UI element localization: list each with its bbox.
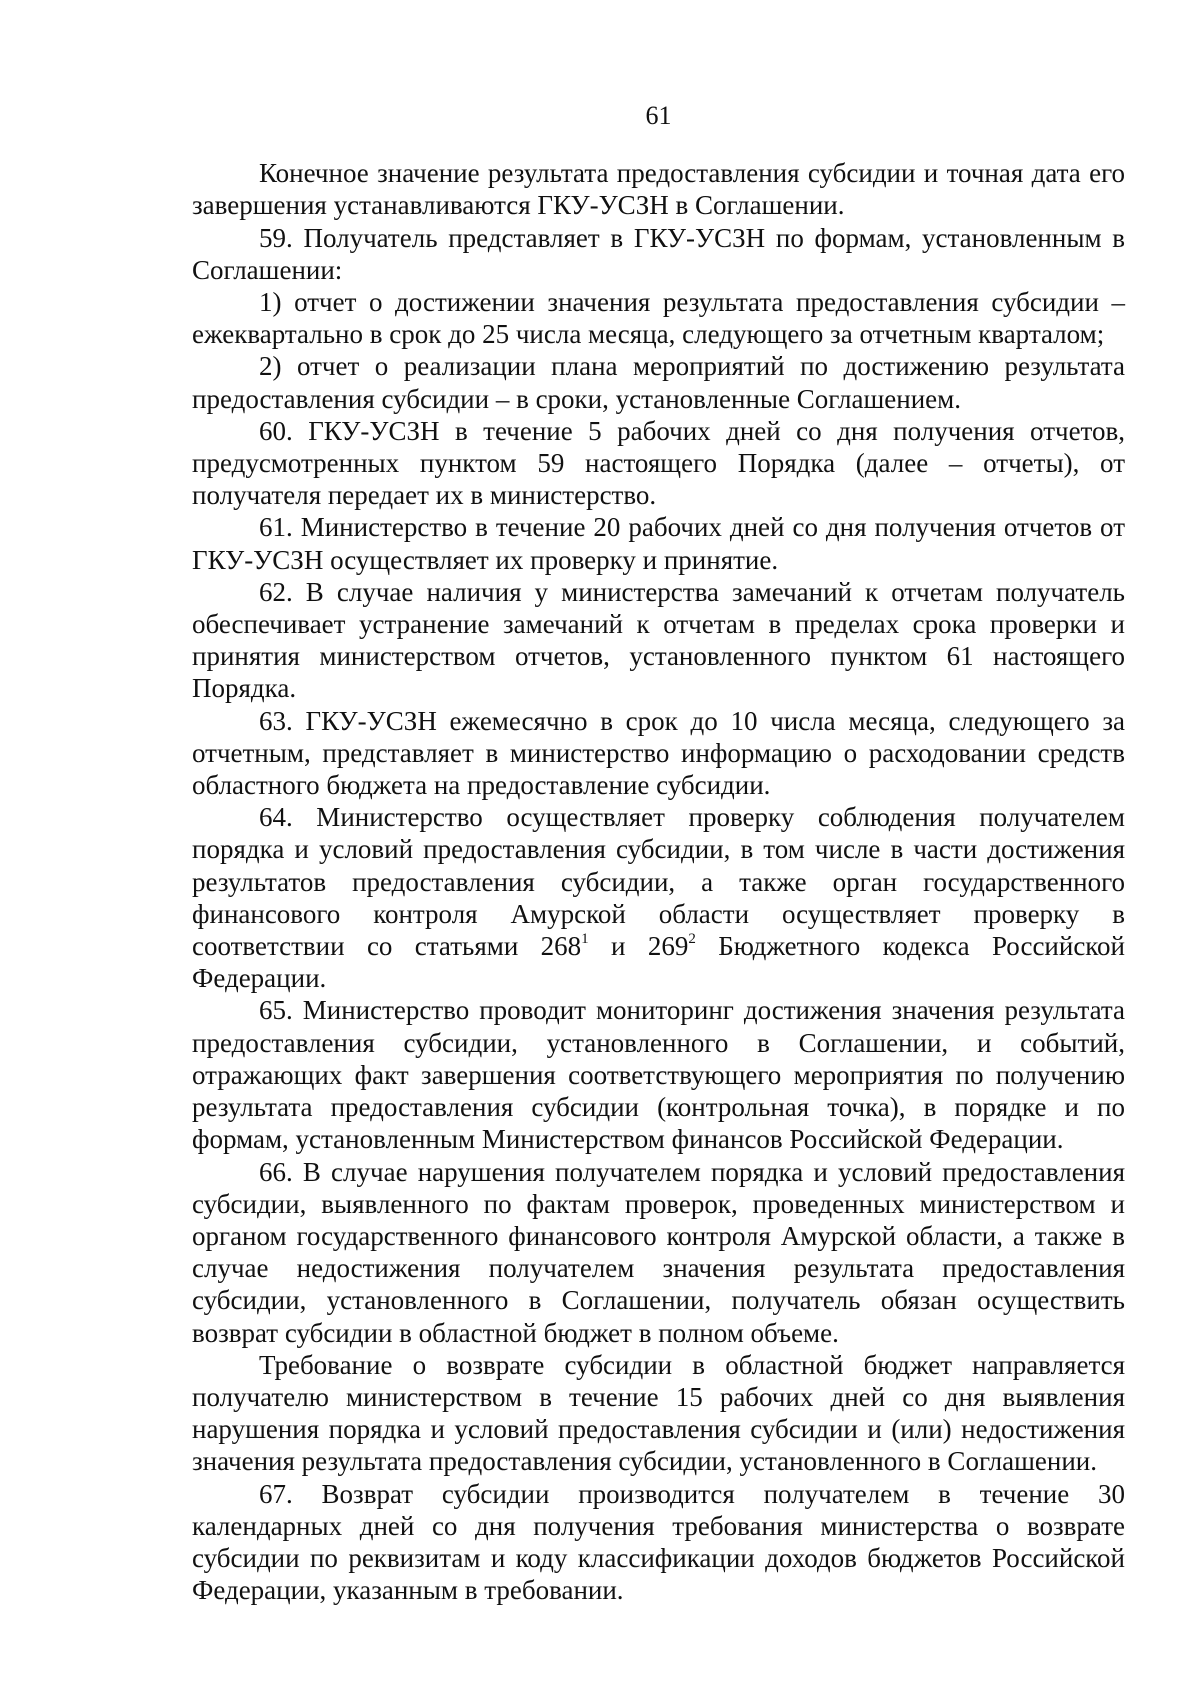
- paragraph-64-text-c: Бюджетного кодекса Российской Федерации.: [192, 931, 1126, 994]
- paragraph-65: 65. Министерство проводит мониторинг достижения значения результата предоставления субсидии, установленного в Соглашении, и событий, отражающих факт завершения соответствующего мероприятия по получению результата предоставления субсидии (контрольная точка), в порядке и по формам, установленным Министерством финансов Российской Федерации.: [192, 995, 1125, 1155]
- paragraph-61: 61. Министерство в течение 20 рабочих дней со дня получения отчетов от ГКУ-УСЗН осуществляет их проверку и принятие.: [192, 512, 1125, 575]
- paragraph-result-value: Конечное значение результата предоставления субсидии и точная дата его завершения устанавливаются ГКУ-УСЗН в Соглашении.: [192, 158, 1125, 221]
- document-page: [192, 100, 1125, 1606]
- paragraph-59-item-2: 2) отчет о реализации плана мероприятий по достижению результата предоставления субсидии – в сроки, установленные Соглашением.: [192, 351, 1125, 414]
- superscript-article-268: 1: [581, 931, 589, 948]
- paragraph-62: 62. В случае наличия у министерства замечаний к отчетам получатель обеспечивает устранение замечаний к отчетам в пределах срока проверки и принятия министерством отчетов, установленного пунктом 61 настоящего Порядка.: [192, 576, 1125, 704]
- paragraph-66-requirement: Требование о возврате субсидии в областной бюджет направляется получателю министерством в течение 15 рабочих дней со дня выявления нарушения порядка и условий предоставления субсидии и (или) недостижения значения результата предоставления субсидии, установленного в Соглашении.: [192, 1349, 1125, 1477]
- page-number: 61: [645, 101, 672, 130]
- paragraph-66: 66. В случае нарушения получателем порядка и условий предоставления субсидии, выявленного по фактам проверок, проведенных министерством и органом государственного финансового контроля Амурской области, а также в случае недостижения получателем значения результата предоставления субсидии, установленного в Соглашении, получатель обязан осуществить возврат субсидии в областной бюджет в полном объеме.: [192, 1156, 1125, 1348]
- paragraph-64-text-a: 64. Министерство осуществляет проверку соблюдения получателем порядка и условий предоставления субсидии, в том числе в части достижения результатов предоставления субсидии, а также орган государственного финансового контроля Амурской области осуществляет проверку в соответствии со статьями 268: [192, 802, 1125, 962]
- paragraph-60: 60. ГКУ-УСЗН в течение 5 рабочих дней со дня получения отчетов, предусмотренных пунктом 59 настоящего Порядка (далее – отчеты), от получателя передает их в министерство.: [192, 415, 1125, 511]
- paragraph-67: 67. Возврат субсидии производится получателем в течение 30 календарных дней со дня получения требования министерства о возврате субсидии по реквизитам и коду классификации доходов бюджетов Российской Федерации, указанным в требовании.: [192, 1478, 1125, 1606]
- superscript-article-269: 2: [688, 931, 696, 948]
- paragraph-64-text-b: и 269: [588, 931, 689, 962]
- paragraph-64: [192, 801, 1125, 994]
- paragraph-63: 63. ГКУ-УСЗН ежемесячно в срок до 10 числа месяца, следующего за отчетным, представляет в министерство информацию о расходовании средств областного бюджета на предоставление субсидии.: [192, 705, 1125, 801]
- paragraph-59-item-1: 1) отчет о достижении значения результата предоставления субсидии – ежеквартально в срок до 25 числа месяца, следующего за отчетным кварталом;: [192, 287, 1125, 350]
- paragraph-59: 59. Получатель представляет в ГКУ-УСЗН по формам, установленным в Соглашении:: [192, 222, 1125, 285]
